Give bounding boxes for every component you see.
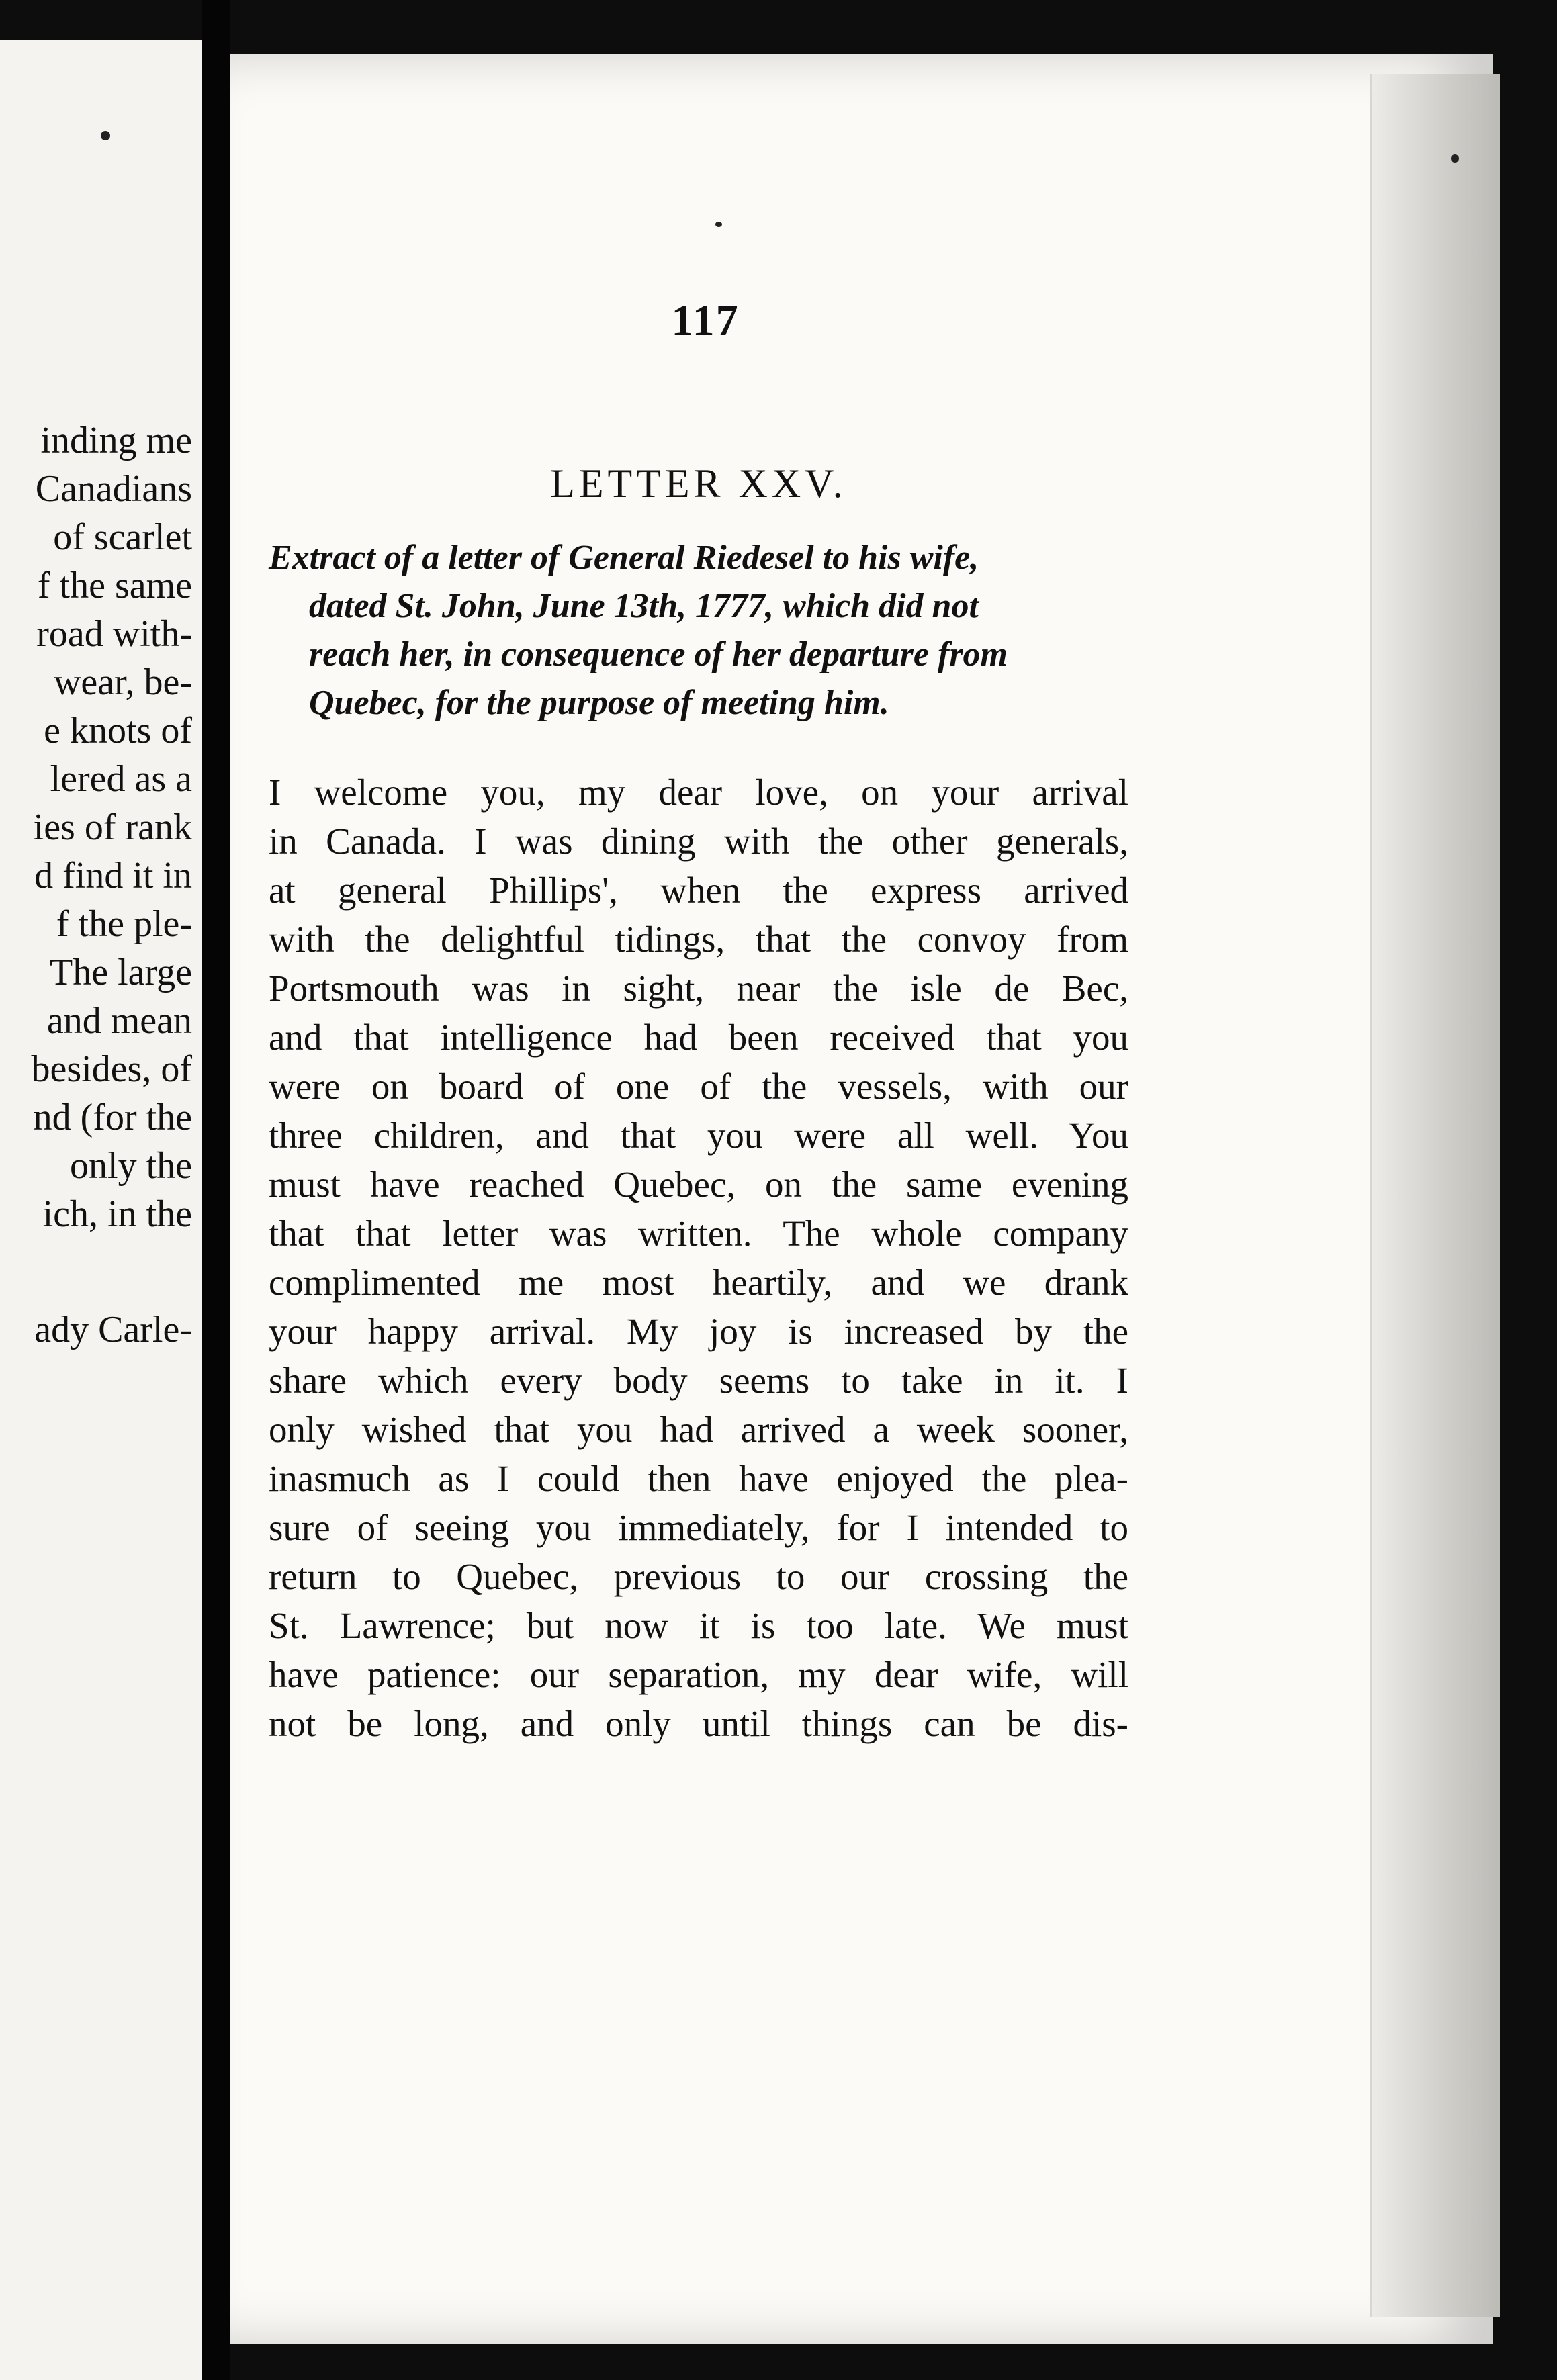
facing-page-line: road with- [36,613,192,655]
extract-line: reach her, in consequence of her departure from [309,635,1008,674]
facing-page-text [0,416,192,1354]
facing-page-line: ich, in the [42,1193,192,1235]
body-line: with the delightful tidings, that the convoy from [269,919,1128,960]
facing-page-line: and mean [46,1000,192,1042]
body-line: complimented me most heartily, and we drank [269,1262,1128,1303]
facing-page-line: besides, of [31,1048,192,1090]
facing-page-line: d find it in [34,855,192,897]
body-line: share which every body seems to take in it. I [269,1360,1128,1401]
body-line: only wished that you had arrived a week sooner, [269,1409,1128,1450]
body-line: at general Phillips', when the express arrived [269,870,1128,911]
facing-page-line: e knots of [44,710,192,751]
facing-page-left [0,40,202,2380]
page-content [269,295,1128,1748]
body-line: not be long, and only until things can be dis- [269,1703,1128,1744]
body-line: in Canada. I was dining with the other generals, [269,821,1128,862]
body-line: St. Lawrence; but now it is too late. We must [269,1605,1128,1646]
body-line: return to Quebec, previous to our crossing the [269,1556,1128,1597]
page-number: 117 [671,296,740,345]
body-line: must have reached Quebec, on the same evening [269,1164,1128,1205]
facing-page-line: f the ple- [56,903,192,945]
facing-page-line: inding me [40,420,192,461]
scan-speck [101,131,110,140]
facing-page-line: lered as a [50,758,192,800]
facing-page-line: wear, be- [53,661,192,703]
scan-speck [715,222,722,227]
facing-page-line: f the same [37,565,192,606]
book-gutter [202,0,230,2380]
body-line: sure of seeing you immediately, for I intended to [269,1507,1128,1548]
body-line: have patience: our separation, my dear wife, will [269,1654,1128,1695]
body-line: Portsmouth was in sight, near the isle de Bec, [269,968,1128,1009]
body-line: your happy arrival. My joy is increased by the [269,1311,1128,1352]
facing-page-line [0,1238,192,1306]
body-line: that that letter was written. The whole company [269,1213,1128,1254]
scan-speck [1451,154,1459,163]
facing-page-line: ies of rank [33,807,192,848]
facing-page-line: nd (for the [33,1097,192,1138]
body-line: were on board of one of the vessels, with our [269,1066,1128,1107]
page-edge-shadow [1370,74,1500,2317]
extract-line: dated St. John, June 13th, 1777, which did not [309,587,979,625]
extract-line: Extract of a letter of General Riedesel to his wife, [269,539,979,577]
facing-page-line: of scarlet [53,516,192,558]
facing-page-line: only the [70,1145,192,1187]
body-line: inasmuch as I could then have enjoyed the plea- [269,1458,1128,1499]
facing-page-line: Canadians [35,468,192,510]
extract-caption [269,534,1128,727]
facing-page-line: The large [50,952,192,993]
extract-line: Quebec, for the purpose of meeting him. [309,684,889,722]
letter-heading: LETTER XXV. [550,461,847,506]
body-line: three children, and that you were all well. You [269,1115,1128,1156]
letter-body [269,768,1128,1748]
facing-page-line: ady Carle- [34,1309,192,1351]
body-line: and that intelligence had been received that you [269,1017,1128,1058]
body-line: I welcome you, my dear love, on your arrival [269,772,1128,813]
